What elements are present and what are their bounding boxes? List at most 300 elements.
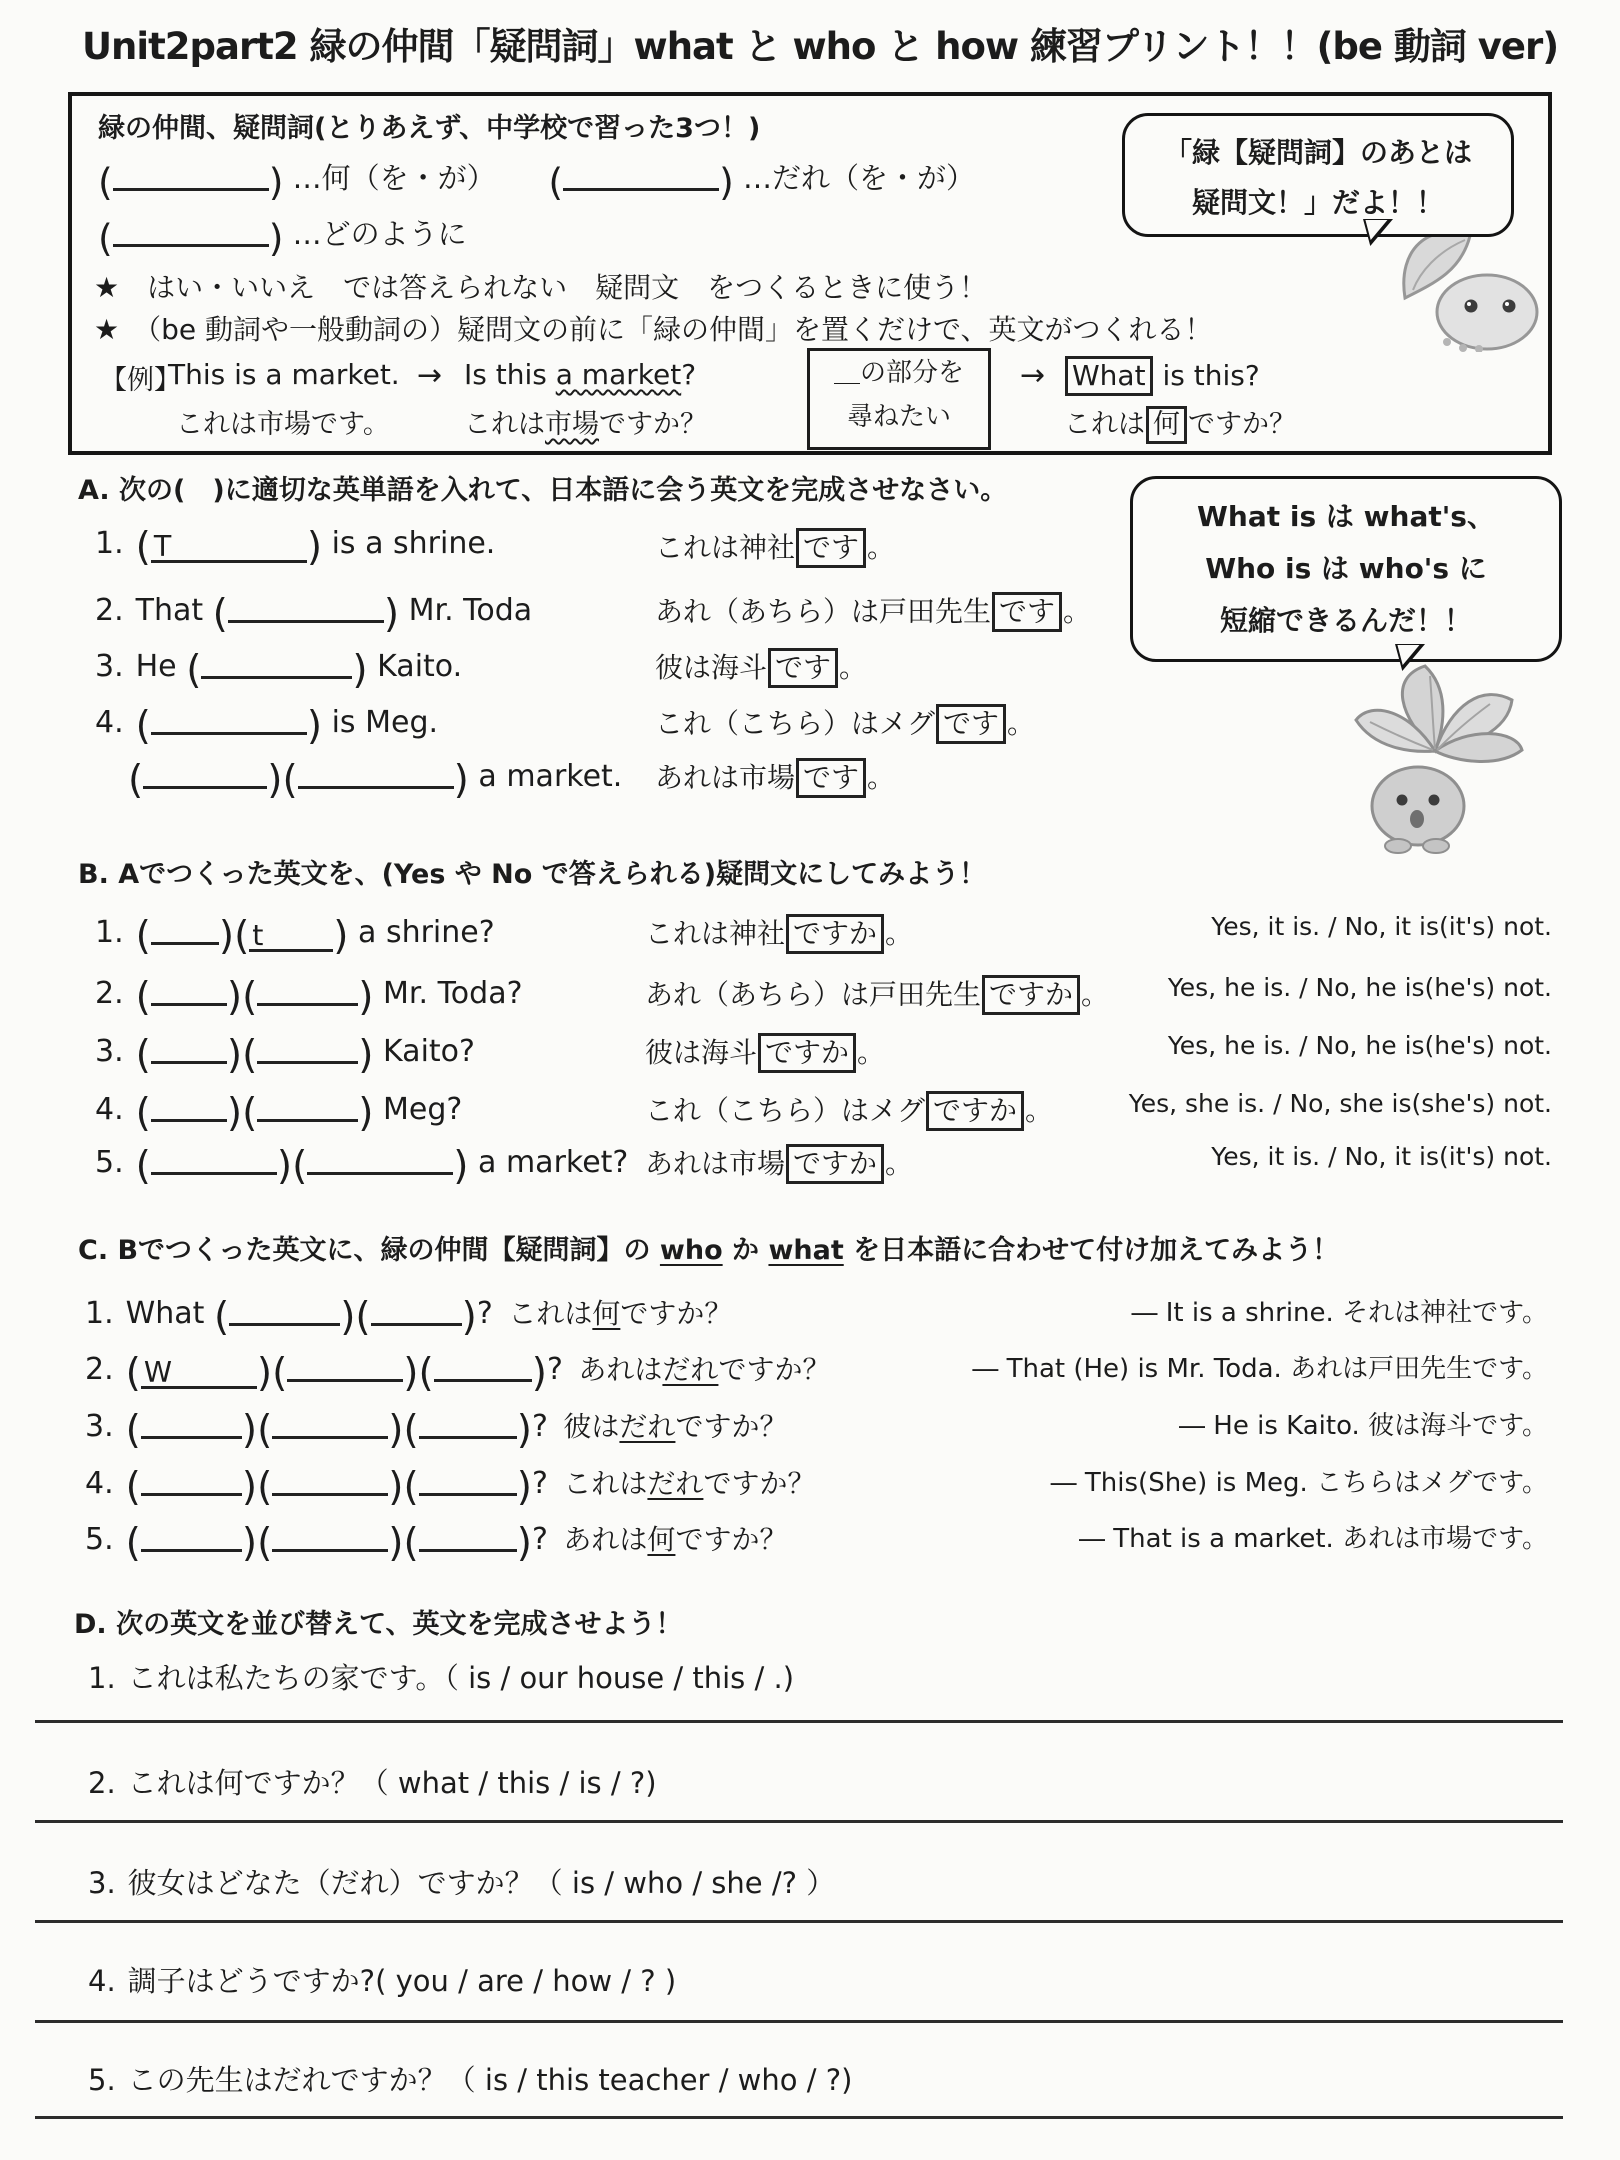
item-text: ?	[531, 1466, 558, 1501]
page-title: Unit2part2 緑の仲間「疑問詞」what と who と how 練習プリント！！(be 動詞 ver)	[82, 25, 1559, 68]
answer-blank	[135, 1033, 243, 1078]
paren-glyph: (	[135, 704, 151, 749]
answer-line	[35, 2020, 1563, 2023]
paren-glyph: (	[403, 1521, 419, 1566]
paren-glyph: )	[388, 1465, 404, 1510]
item-number: 2.	[95, 976, 124, 1011]
item-text: That	[135, 593, 213, 628]
item-number: 3.	[95, 1034, 124, 1069]
section-c-heading	[78, 1228, 1339, 1267]
paren-glyph: )	[241, 1465, 258, 1510]
answer-blank	[135, 525, 323, 570]
worksheet-item	[88, 2058, 852, 2099]
worksheet-item	[0, 912, 1620, 966]
item-text: a shrine?	[348, 915, 495, 950]
worksheet-item	[0, 1348, 1620, 1402]
paren-glyph: (	[125, 1408, 141, 1453]
paren-glyph: (	[135, 1033, 151, 1078]
blank-line	[229, 1293, 340, 1326]
item-text: この先生はだれですか？（ is / this teacher / who / ?)	[127, 2063, 853, 2097]
answer-blank	[272, 1351, 419, 1396]
paren-glyph: )	[352, 648, 368, 693]
item-text: is this?	[1153, 359, 1260, 392]
worksheet-item	[0, 1031, 1620, 1085]
item-english	[85, 1462, 816, 1510]
item-english	[95, 590, 533, 637]
answer-blank	[135, 1144, 293, 1189]
item-number: 5.	[88, 2063, 116, 2097]
bubble2-line3: 短縮できるんだ！！	[1219, 604, 1472, 637]
blank-line	[141, 1463, 242, 1496]
item-japanese	[655, 590, 1091, 632]
item-text: a market.	[468, 759, 623, 794]
paren-glyph: )	[268, 160, 284, 204]
paren-glyph: (	[135, 1091, 151, 1136]
answer-blank	[234, 914, 349, 959]
paren-glyph: )	[461, 1295, 477, 1340]
item-text: 彼は海斗	[645, 1036, 758, 1069]
boxed-word: ですか	[982, 975, 1080, 1015]
worksheet-item	[0, 1518, 1620, 1572]
answer-blank	[135, 914, 235, 959]
blank-line	[141, 1519, 242, 1552]
blank-line	[298, 756, 454, 789]
model-answer: Yes, he is. / No, he is(he's) not.	[1167, 1031, 1552, 1060]
wavy-underlined-word: a market	[555, 358, 682, 391]
paren-glyph: )	[388, 1408, 404, 1453]
item-japanese	[563, 1410, 787, 1443]
item-english	[95, 646, 463, 693]
paren-glyph: )	[453, 1144, 469, 1189]
model-answer: ― That (He) is Mr. Toda. あれは戸田先生です。	[972, 1354, 1548, 1384]
paren-glyph: )	[276, 1144, 293, 1189]
example-sentence-en: This is a market.	[168, 358, 400, 391]
item-text: 。	[1081, 978, 1110, 1011]
blank-line	[113, 214, 269, 247]
item-text: …何（を・が）	[283, 161, 549, 195]
paren-glyph: (	[282, 758, 298, 803]
item-text: 。	[839, 651, 868, 684]
boxed-word: ですか	[786, 914, 884, 954]
answer-blank	[257, 1408, 404, 1453]
answer-blank	[125, 1351, 273, 1396]
boxed-word: 何	[1146, 406, 1187, 444]
boxed-word: ですか	[786, 1144, 884, 1184]
example-wh-question-en	[1064, 356, 1260, 396]
model-answer: Yes, it is. / No, it is(it's) not.	[1211, 912, 1552, 941]
underlined-word: だれ	[619, 1410, 676, 1443]
section-d	[0, 1598, 1620, 2138]
blank-line	[257, 973, 358, 1006]
blank-line	[307, 1142, 453, 1175]
item-japanese	[578, 1353, 830, 1386]
intro-blank-row-how	[98, 212, 467, 258]
item-number: 1.	[95, 915, 124, 950]
blank-line	[419, 1519, 517, 1552]
boxed-word: です	[936, 704, 1006, 744]
blank-line	[151, 702, 307, 735]
item-text: あれ（あちら）は戸田先生	[645, 978, 982, 1011]
worksheet-item	[0, 1292, 1620, 1346]
item-text: これ（こちら）はメグ	[655, 707, 936, 740]
item-english	[95, 1089, 463, 1136]
answer-blank	[186, 648, 368, 693]
answer-blank	[125, 1521, 258, 1566]
paren-glyph: )	[516, 1521, 532, 1566]
item-english	[85, 1292, 733, 1340]
worksheet-item	[88, 1861, 835, 1902]
item-text: Is this	[464, 358, 556, 391]
answer-blank	[125, 1408, 258, 1453]
paren-glyph: (	[234, 914, 250, 959]
blank-line	[151, 1031, 227, 1064]
blank-line	[151, 1089, 227, 1122]
paren-glyph: )	[358, 1091, 374, 1136]
answer-blank	[135, 975, 243, 1020]
item-number: 2.	[85, 1352, 114, 1387]
underlined-word: 何	[647, 1523, 676, 1556]
item-english	[95, 973, 523, 1020]
blank-line	[257, 1031, 358, 1064]
underlined-word: だれ	[662, 1353, 719, 1386]
section-b-heading: B. Aでつくった英文を、(Yes や No で答えられる)疑問文にしてみよう！	[78, 859, 987, 890]
worksheet-item	[88, 1761, 657, 1802]
paren-glyph: )	[358, 975, 374, 1020]
paren-glyph: (	[292, 1144, 308, 1189]
item-text: 。	[885, 1147, 914, 1180]
item-text: これは私たちの家です。（ is / our house / this / .)	[127, 1661, 795, 1695]
blank-line	[272, 1463, 388, 1496]
blank-line	[141, 1406, 242, 1439]
item-number: 4.	[95, 705, 124, 740]
item-number: 2.	[95, 593, 124, 628]
item-text: ですか？	[599, 409, 707, 440]
underlined-word: 何	[592, 1297, 621, 1330]
answer-blank	[242, 1033, 374, 1078]
answer-blank	[242, 1091, 374, 1136]
answer-line	[35, 1720, 1563, 1723]
item-text: ?	[546, 1352, 573, 1387]
paren-glyph: )	[218, 914, 235, 959]
bubble1-line1: 「緑【疑問詞】のあとは	[1163, 136, 1472, 169]
answer-blank	[292, 1144, 469, 1189]
item-number: 1.	[88, 1661, 116, 1695]
paren-glyph: )	[333, 914, 349, 959]
paren-glyph: (	[135, 914, 151, 959]
item-english	[95, 1142, 629, 1189]
answer-blank	[282, 758, 469, 803]
boxed-word: What	[1065, 356, 1153, 396]
item-text: ?	[531, 1522, 558, 1557]
item-text: Kaito.	[367, 649, 463, 684]
model-answer: ― He is Kaito. 彼は海斗です。	[1179, 1411, 1548, 1441]
boxed-word: です	[992, 592, 1062, 632]
paren-glyph: )	[453, 758, 469, 803]
answer-blank	[135, 1091, 243, 1136]
item-text: これは	[563, 1467, 648, 1500]
paren-glyph: )	[403, 1351, 419, 1396]
model-answer: Yes, he is. / No, he is(he's) not.	[1167, 973, 1552, 1002]
blank-line	[272, 1406, 388, 1439]
item-text: これは	[1064, 409, 1145, 440]
item-number: 2.	[88, 1766, 116, 1800]
paren-glyph: (	[257, 1521, 273, 1566]
item-text: …どのように	[283, 217, 467, 251]
underlined-word: what	[768, 1235, 844, 1266]
item-number: 3.	[85, 1409, 114, 1444]
item-text: あれは市場	[645, 1147, 786, 1180]
item-text: ですか？	[675, 1523, 788, 1556]
item-number: 1.	[95, 526, 124, 561]
blank-line	[257, 1089, 358, 1122]
item-text: Mr. Toda?	[373, 976, 523, 1011]
paren-glyph: )	[358, 1033, 374, 1078]
blank-line	[434, 1349, 532, 1382]
blank-line	[201, 646, 352, 679]
answer-blank	[548, 160, 734, 204]
oddish-illustration	[1330, 656, 1540, 856]
model-answer: ― This(She) is Meg. こちらはメグです。	[1050, 1468, 1548, 1498]
item-japanese	[645, 912, 913, 954]
wavy-underlined-word: 市場	[545, 409, 599, 440]
model-answer: ― It is a shrine. それは神社です。	[1131, 1298, 1548, 1328]
paren-glyph: )	[531, 1351, 547, 1396]
answer-line	[35, 1820, 1563, 1823]
paren-glyph: (	[98, 160, 113, 204]
paren-glyph: (	[242, 1091, 258, 1136]
paren-glyph: (	[212, 592, 228, 637]
paren-glyph: (	[135, 1144, 151, 1189]
answer-blank	[98, 160, 284, 204]
answer-blank	[257, 1521, 404, 1566]
item-text: ?	[681, 358, 697, 391]
item-text: 彼は海斗	[655, 651, 768, 684]
item-text: is a shrine.	[322, 526, 496, 561]
boxed-word: です	[796, 758, 866, 798]
item-number: 4.	[88, 1964, 116, 1998]
item-japanese	[563, 1467, 815, 1500]
item-number: 3.	[88, 1866, 116, 1900]
bubble2-line1: What is は what's、	[1197, 500, 1495, 533]
item-text: Kaito?	[373, 1034, 475, 1069]
answer-blank	[257, 1465, 404, 1510]
worksheet-item	[0, 1142, 1620, 1196]
worksheet-item	[0, 1462, 1620, 1516]
example-label: 【例】	[100, 365, 181, 396]
item-english	[95, 1031, 475, 1078]
item-text: ですか？	[1188, 409, 1296, 440]
arrow-icon: →	[1020, 358, 1046, 393]
item-japanese	[655, 646, 867, 688]
boxed-word: ですか	[758, 1033, 856, 1073]
item-number: 1.	[85, 1296, 114, 1331]
arrow-icon: →	[417, 358, 443, 393]
paren-glyph: (	[128, 758, 144, 803]
intro-heading: 緑の仲間、疑問詞(とりあえず、中学校で習った3つ！)	[98, 113, 761, 144]
item-text: これは何ですか？（ what / this / is / ?)	[127, 1766, 657, 1800]
paren-glyph: (	[403, 1408, 419, 1453]
item-text: a market?	[468, 1145, 629, 1180]
speech-bubble-question-word	[1122, 113, 1514, 237]
blank-line	[143, 756, 267, 789]
item-text: He	[135, 649, 187, 684]
item-text: 。	[885, 917, 914, 950]
paren-glyph: )	[267, 758, 283, 803]
paren-glyph: (	[135, 975, 151, 1020]
item-english	[85, 1348, 831, 1396]
item-number: 4.	[85, 1466, 114, 1501]
paren-glyph: (	[355, 1295, 371, 1340]
item-japanese	[563, 1523, 787, 1556]
section-d-heading: D. 次の英文を並び替えて、英文を完成させよう！	[74, 1609, 683, 1640]
blank-line	[228, 590, 384, 623]
callout-line-1: ＿の部分を	[833, 358, 964, 388]
paren-glyph: )	[256, 1351, 273, 1396]
paren-glyph: )	[268, 216, 284, 260]
item-number: 5.	[95, 1145, 124, 1180]
paren-glyph: (	[98, 216, 113, 260]
paren-glyph: (	[125, 1465, 141, 1510]
answer-blank	[418, 1351, 547, 1396]
intro-note-1: ★ はい・いいえ では答えられない 疑問文 をつくるときに使う！	[94, 271, 988, 304]
section-a-heading: A. 次の( )に適切な英単語を入れて、日本語に会う英文を完成させなさい。	[78, 475, 1008, 506]
answer-blank	[403, 1521, 532, 1566]
item-text: 。	[867, 531, 896, 564]
item-english	[85, 1405, 788, 1453]
item-text: Meg?	[373, 1092, 463, 1127]
paren-glyph: )	[340, 1295, 356, 1340]
paren-glyph: (	[257, 1465, 273, 1510]
underlined-word: だれ	[647, 1467, 704, 1500]
blank-line: T	[151, 530, 307, 563]
answer-blank	[403, 1408, 532, 1453]
item-text: C. Bでつくった英文に、緑の仲間【疑問詞】の	[78, 1235, 660, 1266]
answer-blank	[128, 758, 283, 803]
example-wh-question-jp	[1064, 402, 1296, 444]
paren-glyph: (	[418, 1351, 434, 1396]
item-text: What	[125, 1296, 214, 1331]
blank-line	[151, 1142, 277, 1175]
item-text: ?	[531, 1409, 558, 1444]
paren-glyph: (	[257, 1408, 273, 1453]
blank-line: W	[141, 1356, 257, 1389]
item-text: 彼女はどなた（だれ）ですか？（ is / who / she /? ）	[127, 1866, 836, 1900]
paren-glyph: )	[241, 1521, 258, 1566]
paren-glyph: )	[719, 160, 734, 204]
item-japanese	[655, 756, 895, 798]
speech-bubble-contraction	[1130, 476, 1562, 662]
item-text: ですか？	[620, 1297, 733, 1330]
item-text: is Meg.	[322, 705, 439, 740]
worksheet-item	[88, 1656, 794, 1697]
item-english	[85, 1518, 788, 1566]
chikorita-illustration	[1375, 224, 1550, 352]
paren-glyph: )	[383, 592, 400, 637]
paren-glyph: (	[125, 1521, 141, 1566]
example-question-en	[464, 358, 696, 391]
paren-glyph: (	[186, 648, 202, 693]
item-text: を日本語に合わせて付け加えてみよう！	[843, 1235, 1340, 1266]
blank-line	[151, 973, 227, 1006]
answer-line	[35, 2116, 1563, 2119]
paren-glyph: )	[516, 1408, 532, 1453]
item-text: 。	[857, 1036, 886, 1069]
underlined-word: who	[659, 1235, 723, 1266]
boxed-word: ですか	[926, 1091, 1024, 1131]
blank-line: t	[249, 919, 333, 952]
item-text: か	[722, 1235, 769, 1266]
worksheet-item	[88, 1959, 676, 2000]
item-text: ですか？	[718, 1353, 831, 1386]
item-english	[95, 702, 439, 749]
callout-line-2: 尋ねたい	[846, 402, 951, 432]
boxed-word: です	[796, 528, 866, 568]
bubble2-line2: Who is は who's に	[1205, 552, 1487, 585]
answer-blank	[242, 975, 374, 1020]
item-japanese	[645, 1089, 1053, 1131]
paren-glyph: (	[125, 1351, 141, 1396]
item-text: これは	[508, 1297, 593, 1330]
blank-line	[113, 158, 269, 191]
item-text: これは神社	[645, 917, 786, 950]
paren-glyph: )	[516, 1465, 532, 1510]
item-text: あれは	[563, 1523, 648, 1556]
paren-glyph: (	[403, 1465, 419, 1510]
paren-glyph: )	[241, 1408, 258, 1453]
paren-glyph: )	[226, 1091, 243, 1136]
worksheet-item	[0, 1089, 1620, 1143]
boxed-word: です	[768, 648, 838, 688]
item-text: ですか？	[675, 1410, 788, 1443]
intro-note-2: ★ （be 動詞や一般動詞の）疑問文の前に「緑の仲間」を置くだけで、英文がつくれる！	[94, 313, 1213, 346]
blank-line	[563, 158, 719, 191]
model-answer: Yes, she is. / No, she is(she's) not.	[1128, 1089, 1552, 1118]
item-japanese	[655, 702, 1035, 744]
item-text: 。	[1025, 1094, 1054, 1127]
paren-glyph: )	[226, 975, 243, 1020]
item-number: 5.	[85, 1522, 114, 1557]
answer-blank	[212, 592, 400, 637]
answer-blank	[98, 216, 284, 260]
item-japanese	[508, 1297, 732, 1330]
model-answer: Yes, it is. / No, it is(it's) not.	[1211, 1142, 1552, 1171]
paren-glyph: (	[548, 160, 564, 204]
worksheet-item	[0, 973, 1620, 1027]
item-japanese	[645, 973, 1109, 1015]
paren-glyph: (	[135, 525, 151, 570]
item-text: これ（こちら）はメグ	[645, 1094, 926, 1127]
item-text: これは	[464, 409, 545, 440]
item-text: ?	[476, 1296, 503, 1331]
paren-glyph: (	[242, 1033, 258, 1078]
blank-line	[419, 1463, 517, 1496]
bubble1-line2: 疑問文！」だよ！！	[1191, 186, 1444, 219]
item-japanese	[645, 1031, 885, 1073]
item-text: …だれ（を・が）	[733, 161, 976, 195]
example-question-jp	[464, 402, 707, 441]
answer-blank	[213, 1295, 356, 1340]
item-english	[95, 912, 495, 959]
item-japanese	[655, 526, 895, 568]
answer-blank	[125, 1465, 258, 1510]
answer-line	[35, 1920, 1563, 1923]
item-text: ですか？	[703, 1467, 816, 1500]
item-text: あれ（あちら）は戸田先生	[655, 595, 992, 628]
item-text: あれは市場	[655, 761, 796, 794]
blank-line	[151, 912, 219, 945]
blank-line	[272, 1519, 388, 1552]
item-text: 。	[1007, 707, 1036, 740]
